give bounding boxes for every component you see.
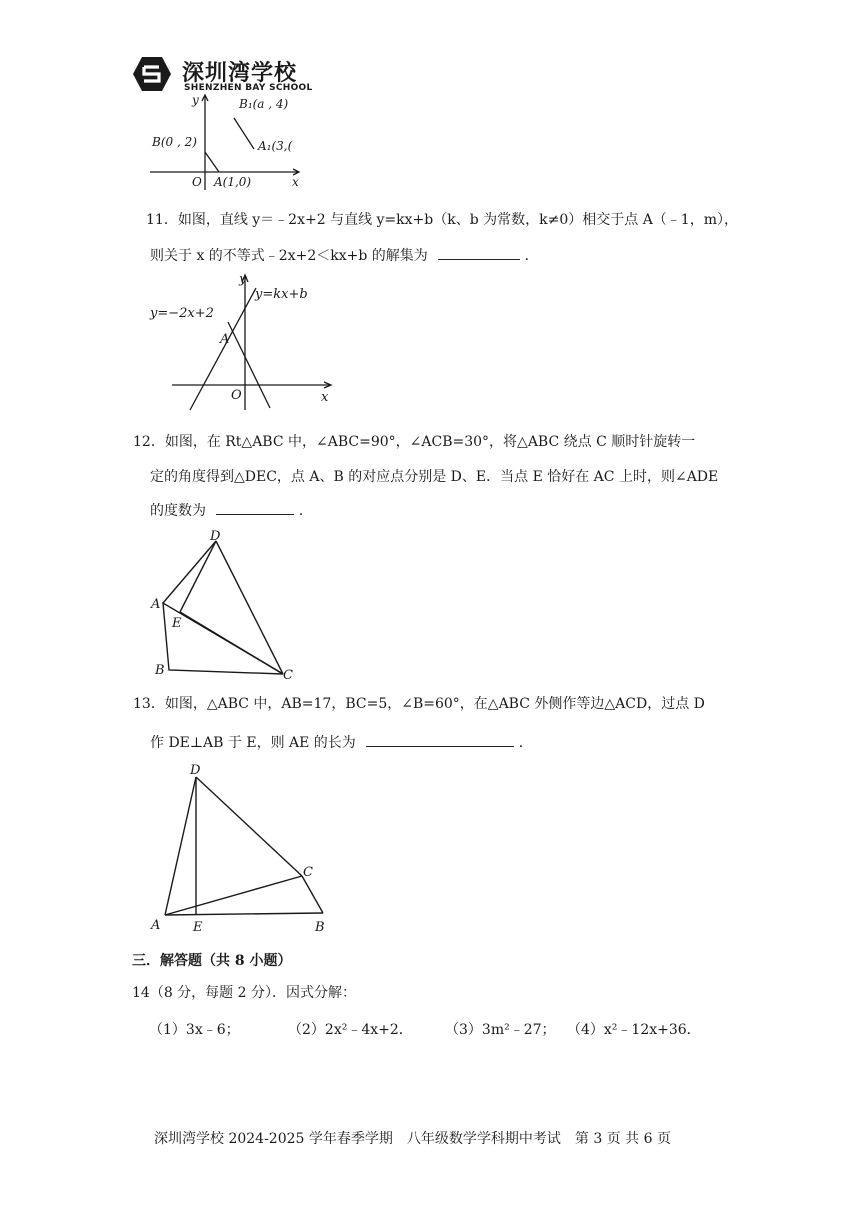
q13-line1: 13．如图，△ABC 中，AB=17，BC=5，∠B=60°，在△ABC 外侧作等边△ACD，过点 D [133,696,705,712]
fig12-a-label: A [151,597,161,612]
fig10-b1-label: B₁(a , 4) [239,97,289,111]
q13-line2-text: 作 DE⊥AB 于 E，则 AE 的长为 [150,735,356,751]
q11-line2-end: ． [524,248,539,264]
fig10-a1-label: A₁(3,( [258,139,293,153]
q14-intro: 14（8 分，每题 2 分）．因式分解： [132,985,356,1001]
section-heading: 三．解答题（共 8 小题） [132,953,292,969]
fig10-o-label: O [192,175,202,189]
q13-answer-blank[interactable] [366,732,514,747]
q12-answer-blank[interactable] [216,500,294,515]
q11-answer-blank[interactable] [438,245,520,260]
fig13-b-label: B [315,920,325,935]
school-english-name: SHENZHEN BAY SCHOOL [184,83,313,93]
fig11-a-label: A [220,332,230,347]
q14-part2: （2）2x²﹣4x+2． [288,1022,413,1038]
fig13-c-label: C [303,865,313,880]
fig10-y-label: y [192,93,199,107]
q11-line2-text: 则关于 x 的不等式﹣2x+2＜kx+b 的解集为 [150,248,428,264]
q14-part4: （4）x²﹣12x+36． [567,1022,701,1038]
school-name: 深圳湾学校 [182,61,298,86]
fig12-b-label: B [155,663,165,678]
fig13-e-label: E [193,920,203,935]
q14-part3: （3）3m²﹣27； [445,1022,556,1038]
fig12-d-label: D [210,529,221,544]
q12-line2: 定的角度得到△DEC，点 A、B 的对应点分别是 D、E．当点 E 恰好在 AC 上时，则∠ADE [150,469,719,485]
page-footer: 深圳湾学校 2024-2025 学年春季学期 八年级数学学科期中考试 第 3 页 共 6 页 [154,1131,671,1147]
q12-line1: 12．如图，在 Rt△ABC 中，∠ABC=90°，∠ACB=30°，将△ABC 绕点 C 顺时针旋转一 [133,434,696,450]
q12-line3-end: ． [298,503,313,519]
school-logo [132,56,172,92]
q11-line1: 11．如图，直线 y＝﹣2x+2 与直线 y=kx+b（k、b 为常数，k≠0）相交于点 A（﹣1，m）， [146,212,738,228]
logo-mark-icon [132,56,172,92]
fig12-e-label: E [172,616,182,631]
q11-line2 [150,245,539,266]
fig13-a-label: A [151,918,161,933]
fig11-line1-label: y=−2x+2 [150,306,214,321]
fig13-d-label: D [190,763,201,778]
fig11-o-label: O [231,388,242,403]
fig10-x-label: x [292,175,299,189]
fig10-b-label: B(0 , 2) [152,135,197,149]
fig11-line2-label: y=kx+b [255,287,308,302]
q12-line3-text: 的度数为 [150,503,206,519]
fig11-y-label: y [239,272,247,287]
q12-line3 [150,500,313,521]
fig11-x-label: x [321,390,329,405]
q14-part1: （1）3x﹣6； [149,1022,240,1038]
q13-line2 [150,732,533,753]
q13-line2-end: ． [518,735,533,751]
fig12-c-label: C [283,668,293,683]
fig10-a-label: A(1,0) [214,175,252,189]
